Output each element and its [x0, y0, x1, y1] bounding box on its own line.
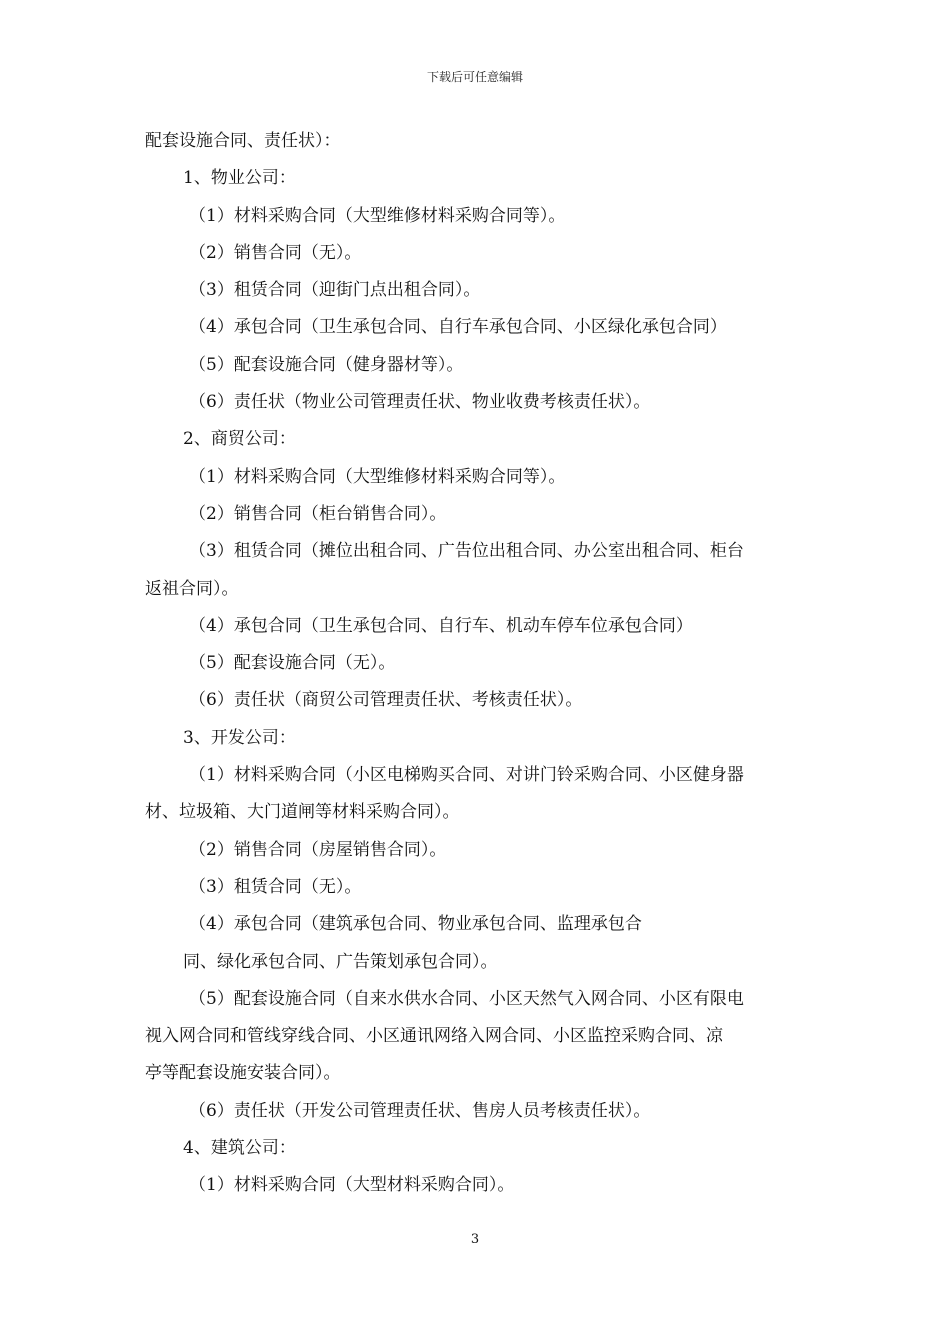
- text-line: （1）材料采购合同（大型维修材料采购合同等）。: [189, 466, 566, 487]
- text-line: （3）租赁合同（迎街门点出租合同）。: [189, 280, 481, 301]
- text-line: （6）责任状（物业公司管理责任状、物业收费考核责任状）。: [189, 392, 651, 413]
- page-header: 下载后可任意编辑: [426, 70, 523, 84]
- text-line: 配套设施合同、责任状）：: [145, 131, 341, 151]
- text-line: （5）配套设施合同（健身器材等）。: [189, 354, 464, 375]
- text-line: （1）材料采购合同（小区电梯购买合同、对讲门铃采购合同、小区健身器: [189, 765, 744, 786]
- text-line: （3）租赁合同（无）。: [189, 876, 362, 897]
- page-number: 3: [470, 1232, 480, 1247]
- text-line: （2）销售合同（无）。: [189, 242, 362, 263]
- text-line: 2、商贸公司：: [183, 429, 296, 450]
- text-line: （5）配套设施合同（无）。: [189, 653, 396, 674]
- text-line: （5）配套设施合同（自来水供水合同、小区天然气入网合同、小区有限电: [189, 988, 744, 1009]
- text-line: 1、物业公司：: [183, 168, 296, 189]
- document-body: [145, 123, 810, 1205]
- text-line: （1）材料采购合同（大型维修材料采购合同等）。: [189, 205, 566, 226]
- text-line: 材、垃圾箱、大门道闸等材料采购合同）。: [145, 802, 460, 823]
- text-line: （6）责任状（开发公司管理责任状、售房人员考核责任状）。: [189, 1100, 651, 1121]
- text-line: （2）销售合同（柜台销售合同）。: [189, 503, 447, 524]
- text-line: 亭等配套设施安装合同）。: [145, 1063, 341, 1084]
- text-line: 视入网合同和管线穿线合同、小区通讯网络入网合同、小区监控采购合同、凉: [145, 1026, 723, 1047]
- text-line: （4）承包合同（卫生承包合同、自行车、机动车停车位承包合同）: [189, 615, 693, 636]
- text-line: 4、建筑公司：: [183, 1138, 296, 1159]
- text-line: 3、开发公司：: [183, 727, 296, 748]
- text-line: （2）销售合同（房屋销售合同）。: [189, 839, 447, 860]
- text-line: （4）承包合同（卫生承包合同、自行车承包合同、小区绿化承包合同）: [189, 317, 727, 338]
- text-line: （3）租赁合同（摊位出租合同、广告位出租合同、办公室出租合同、柜台: [189, 541, 744, 562]
- text-line: （4）承包合同（建筑承包合同、物业承包合同、监理承包合: [189, 914, 642, 935]
- text-line: 同、绿化承包合同、广告策划承包合同）。: [183, 951, 498, 972]
- text-line: （1）材料采购合同（大型材料采购合同）。: [189, 1175, 515, 1196]
- text-line: （6）责任状（商贸公司管理责任状、考核责任状）。: [189, 690, 583, 711]
- text-line: 返祖合同）。: [145, 578, 239, 599]
